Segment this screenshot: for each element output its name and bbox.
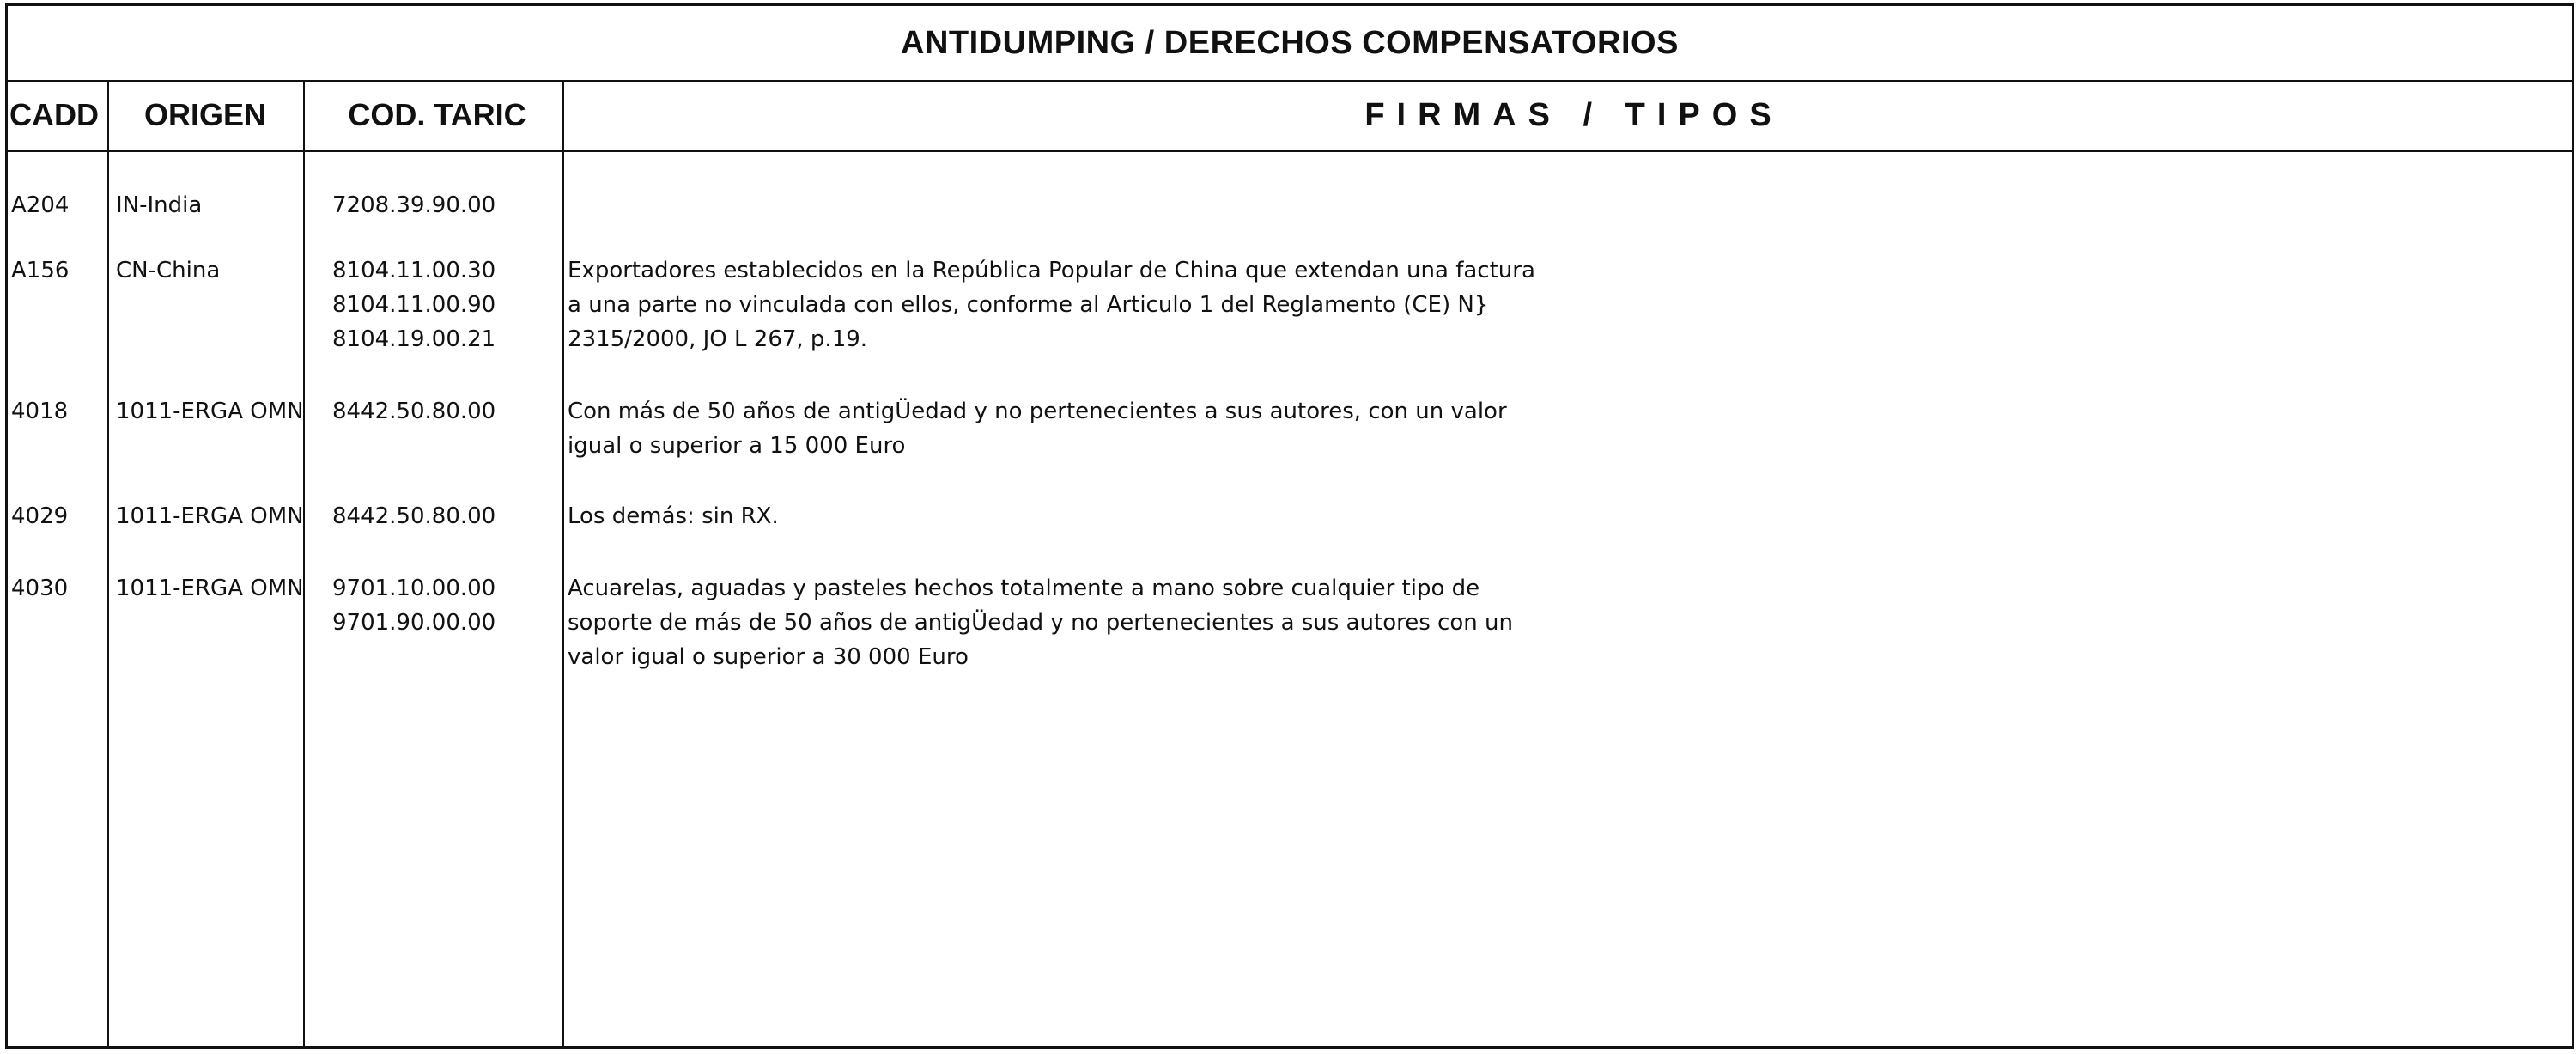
taric-cell-line: 9701.10.00.00 bbox=[332, 576, 496, 601]
firmas-cell bbox=[568, 394, 1507, 463]
taric-cell bbox=[332, 394, 495, 429]
header-origen: ORIGEN bbox=[143, 97, 266, 132]
taric-cell-line: 8442.50.80.00 bbox=[332, 503, 496, 529]
origen-cell: 1011-ERGA OMN bbox=[116, 503, 304, 529]
firmas-cell-line: Exportadores establecidos en la República Popular de China que extendan una factura bbox=[568, 258, 1535, 283]
taric-cell bbox=[332, 253, 495, 356]
table-header bbox=[8, 80, 2572, 152]
taric-cell bbox=[332, 571, 495, 640]
firmas-cell-line: Acuarelas, aguadas y pasteles hechos totalmente a mano sobre cualquier tipo de bbox=[568, 576, 1480, 601]
taric-cell-line: 8104.19.00.21 bbox=[332, 326, 496, 352]
header-cod-taric: COD. TARIC bbox=[348, 97, 526, 132]
origen-cell: 1011-ERGA OMN bbox=[116, 399, 304, 424]
table-body bbox=[8, 152, 2572, 1046]
taric-cell-line: 7208.39.90.00 bbox=[332, 192, 496, 218]
firmas-cell bbox=[568, 499, 779, 533]
firmas-cell-line: Con más de 50 años de antigÜedad y no pertenecientes a sus autores, con un valor bbox=[568, 399, 1507, 424]
origen-cell: IN-India bbox=[116, 192, 203, 218]
firmas-cell-line: a una parte no vinculada con ellos, conforme al Articulo 1 del Reglamento (CE) N} bbox=[568, 292, 1489, 318]
taric-cell-line: 8104.11.00.90 bbox=[332, 292, 496, 318]
cadd-cell: A204 bbox=[11, 192, 70, 218]
header-firmas-tipos: FIRMAS / TIPOS bbox=[1364, 96, 1783, 133]
taric-cell-line: 8104.11.00.30 bbox=[332, 258, 496, 283]
cadd-cell: 4030 bbox=[11, 576, 69, 601]
cadd-cell: 4029 bbox=[11, 503, 69, 529]
cadd-cell: A156 bbox=[11, 258, 70, 283]
header-cadd: CADD bbox=[9, 97, 99, 132]
cadd-cell: 4018 bbox=[11, 399, 69, 424]
firmas-cell-line: soporte de más de 50 años de antigÜedad y no pertenecientes a sus autores con un bbox=[568, 610, 1513, 636]
document-sheet bbox=[5, 3, 2574, 1049]
firmas-cell bbox=[568, 571, 1513, 674]
taric-cell-line: 8442.50.80.00 bbox=[332, 399, 496, 424]
taric-cell bbox=[332, 499, 495, 533]
firmas-cell-line: valor igual o superior a 30 000 Euro bbox=[568, 644, 969, 670]
firmas-cell-line: 2315/2000, JO L 267, p.19. bbox=[568, 326, 868, 352]
firmas-cell bbox=[568, 253, 1535, 356]
taric-cell bbox=[332, 188, 495, 222]
taric-cell-line: 9701.90.00.00 bbox=[332, 610, 496, 636]
origen-cell: CN-China bbox=[116, 258, 221, 283]
origen-cell: 1011-ERGA OMN bbox=[116, 576, 304, 601]
document-title: ANTIDUMPING / DERECHOS COMPENSATORIOS bbox=[8, 6, 2572, 82]
firmas-cell-line: Los demás: sin RX. bbox=[568, 503, 779, 529]
firmas-cell-line: igual o superior a 15 000 Euro bbox=[568, 433, 906, 459]
